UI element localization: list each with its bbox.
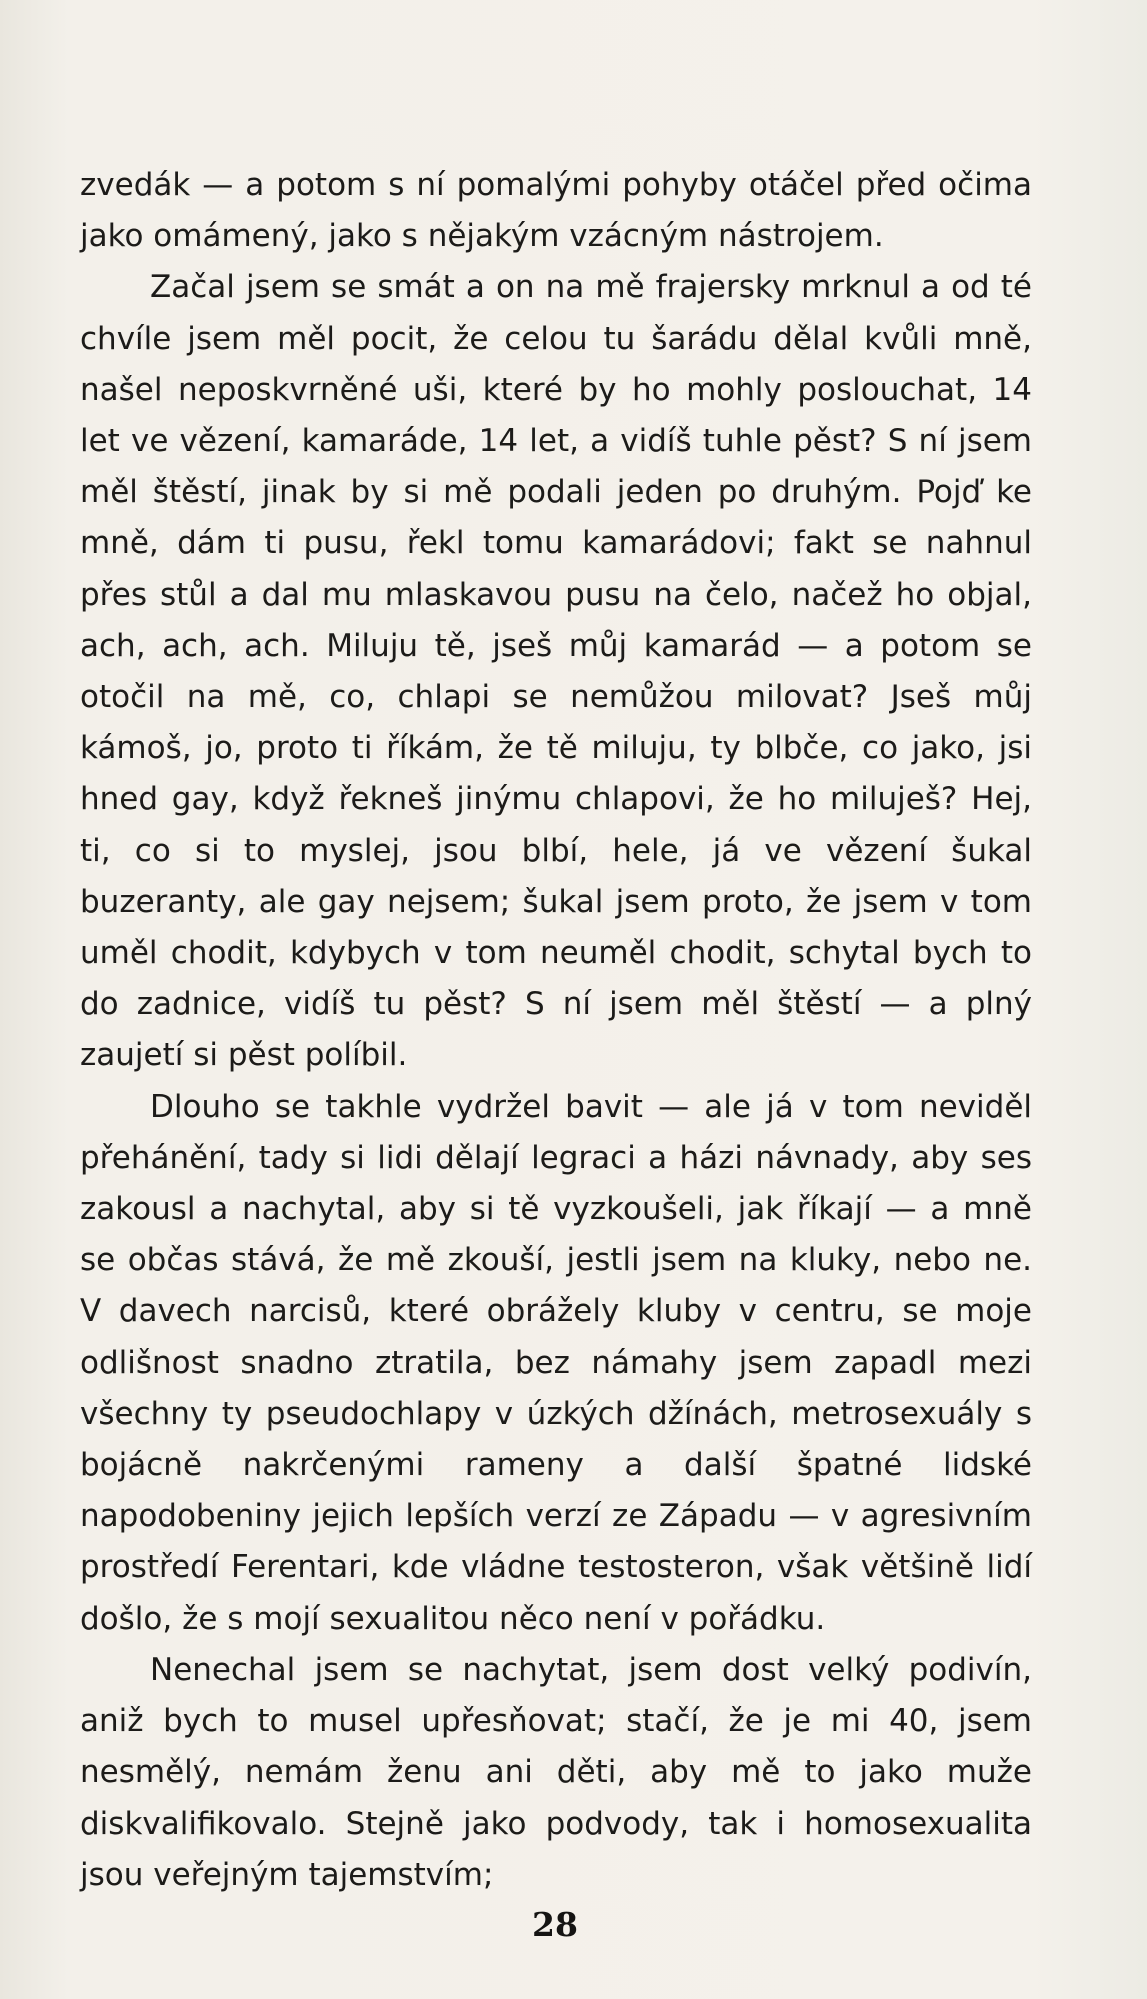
- paragraph: Začal jsem se smát a on na mě frajersky mrknul a od té chvíle jsem měl pocit, že celou tu šarádu dělal kvůli mně, našel neposkvrněné uši, které by ho mohly poslouchat, 14 let ve vězení, kamaráde, 14 let, a vidíš tuhle pěst? S ní jsem měl štěstí, jinak by si mě podali jeden po druhým. Pojď ke mně, dám ti pusu, řekl tomu kamarádovi; fakt se nahnul přes stůl a dal mu mlaskavou pusu na čelo, načež ho objal, ach, ach, ach. Miluju tě, jseš můj kamarád — a potom se otočil na mě, co, chlapi se nemůžou milovat? Jseš můj kámoš, jo, proto ti říkám, že tě miluju, ty blbče, co jako, jsi hned gay, když řekneš jinýmu chlapovi, že ho miluješ? Hej, ti, co si to myslej, jsou blbí, hele, já ve vězení šukal buzeranty, ale gay nejsem; šukal jsem proto, že jsem v tom uměl chodit, kdybych v tom neuměl chodit, schytal bych to do zadnice, vidíš tu pěst? S ní jsem měl štěstí — a plný zaujetí si pěst políbil.: [80, 269, 1032, 1074]
- page-number: 28: [532, 1905, 578, 1944]
- paragraph: Nenechal jsem se nachytat, jsem dost velký podivín, aniž bych to musel upřesňovat; stačí, že je mi 40, jsem nesmělý, nemám ženu ani děti, aby mě to jako muže diskvalifikovalo. Stejně jako podvody, tak i homosexualita jsou veřejným tajemstvím;: [80, 1651, 1032, 1893]
- paragraph: Dlouho se takhle vydržel bavit — ale já v tom neviděl přehánění, tady si lidi dělají legraci a házi návnady, aby ses zakousl a nachytal, aby si tě vyzkoušeli, jak říkají — a mně se občas stává, že mě zkouší, jestli jsem na kluky, nebo ne. V davech narcisů, které obrážely kluby v centru, se moje odlišnost snadno ztratila, bez námahy jsem zapadl mezi všechny ty pseudochlapy v úzkých džínách, metrosexuály s bojácně nakrčenými rameny a další špatné lidské napodobeniny jejich lepších verzí ze Západu — v agresivním prostředí Ferentari, kde vládne testosteron, však většině lidí došlo, že s mojí sexualitou něco není v pořádku.: [80, 1088, 1032, 1637]
- paragraph-continuation: zvedák — a potom s ní pomalými pohyby otáčel před očima jako omámený, jako s nějakým vzácným nástrojem.: [80, 167, 1032, 255]
- body-text: [80, 160, 1032, 1901]
